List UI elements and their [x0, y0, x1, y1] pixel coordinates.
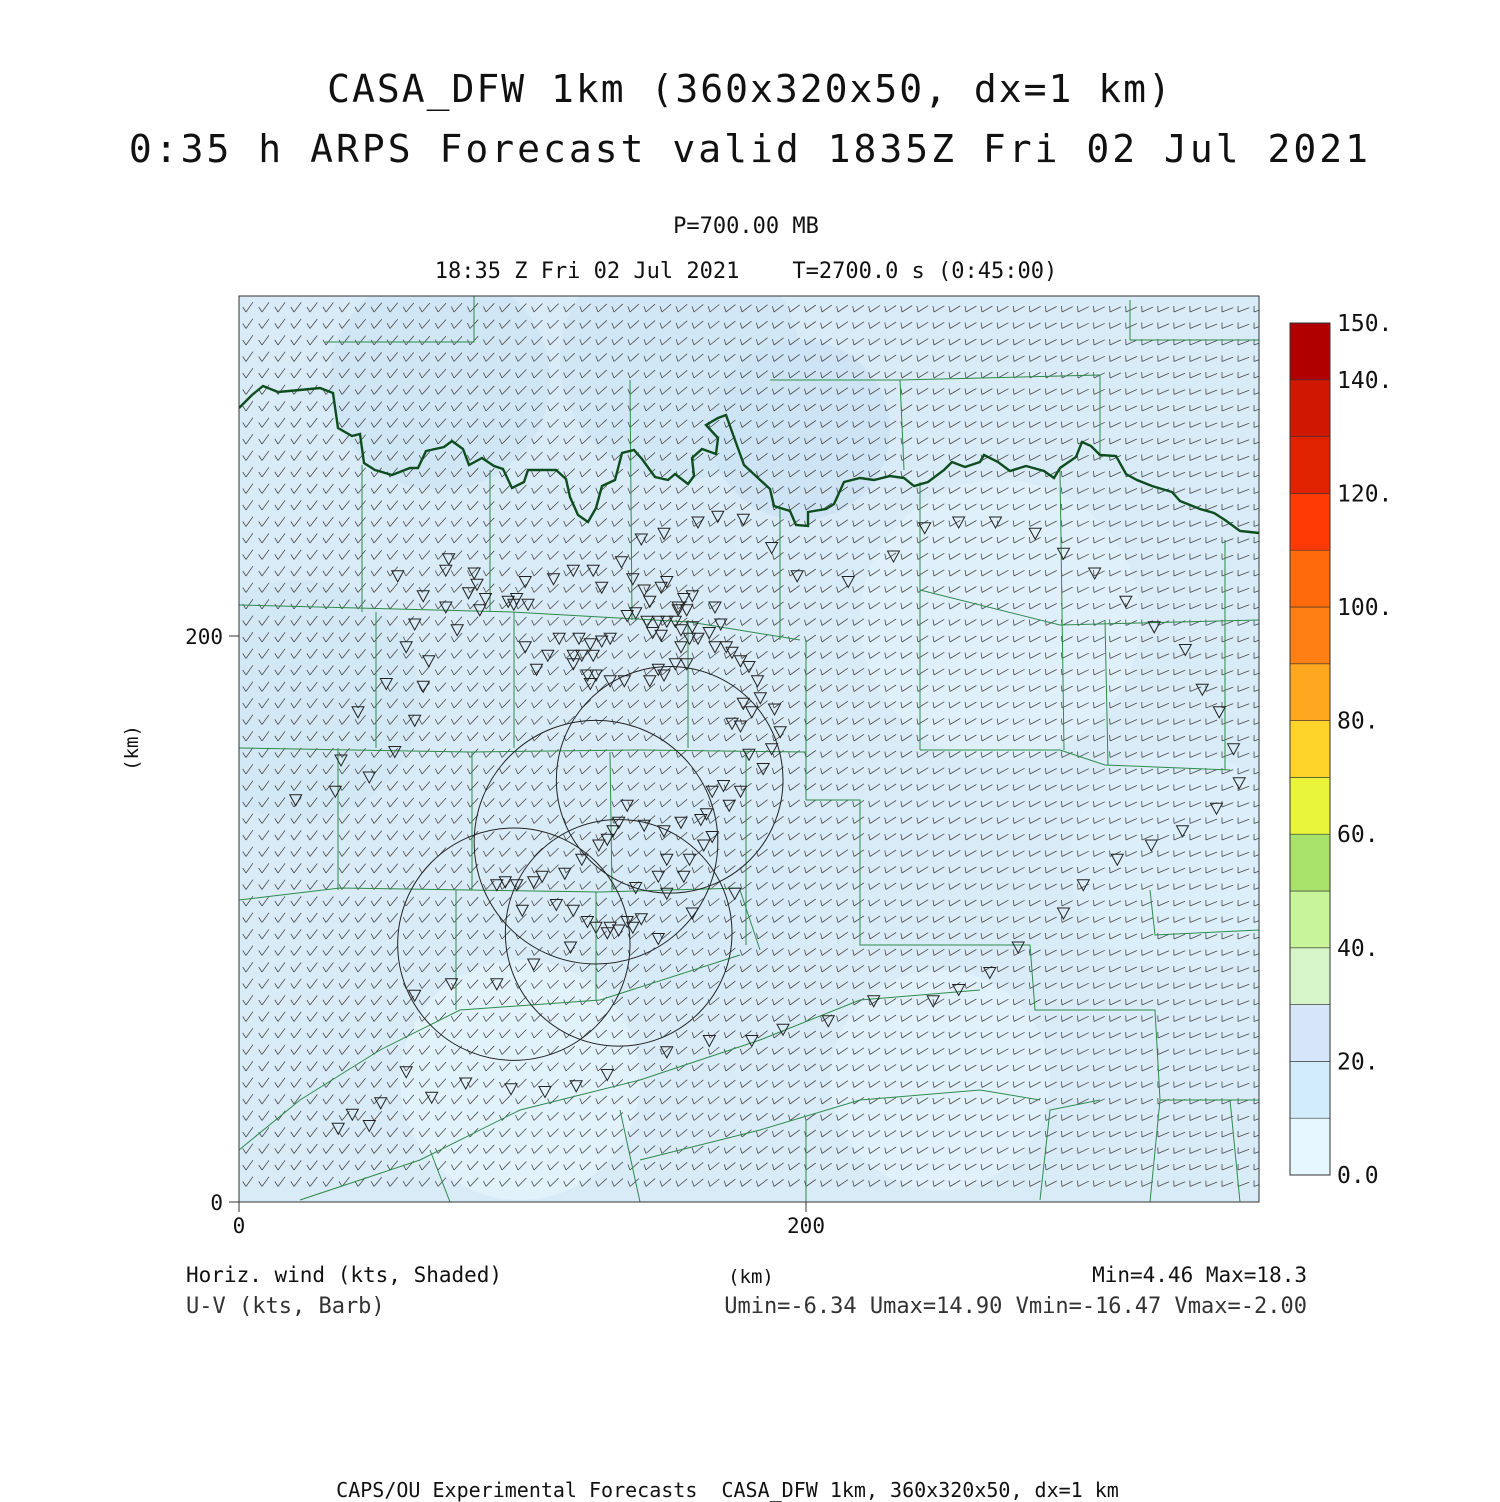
colorbar-cell-1 — [1290, 1061, 1330, 1118]
colorbar-label-5: 100. — [1337, 595, 1393, 621]
y-tick-0: 0 — [210, 1191, 223, 1215]
y-axis-label: (km) — [121, 725, 143, 771]
colorbar-cell-7 — [1290, 721, 1330, 778]
colorbar-labels — [1337, 311, 1392, 1189]
colorbar-label-7: 140. — [1337, 367, 1393, 394]
colorbar-label-3: 60. — [1337, 822, 1379, 849]
colorbar-cell-10 — [1290, 550, 1330, 607]
colorbar-label-8: 150. — [1337, 311, 1393, 337]
colorbar-cell-5 — [1290, 834, 1330, 891]
colorbar-cell-11 — [1290, 493, 1330, 550]
uv-range-label: Umin=-6.34 Umax=14.90 Vmin=-16.47 Vmax=-2.00 — [724, 1294, 1307, 1319]
y-tick-200: 200 — [185, 625, 223, 649]
colorbar-label-2: 40. — [1337, 935, 1379, 962]
footer-credit: CAPS/OU Experimental Forecasts CASA_DFW 1km, 360x320x50, dx=1 km — [336, 1478, 1119, 1502]
colorbar-cell-4 — [1290, 891, 1330, 948]
x-tick-0: 0 — [232, 1214, 246, 1238]
colorbar-cell-12 — [1290, 437, 1330, 494]
colorbar-cells — [1290, 323, 1330, 1175]
x-axis-label: (km) — [728, 1266, 774, 1288]
colorbar-cell-13 — [1290, 380, 1330, 437]
colorbar-label-6: 120. — [1337, 481, 1393, 508]
chart-subtitle: 0:35 h ARPS Forecast valid 1835Z Fri 02 Jul 2021 — [128, 127, 1372, 171]
pressure-level: P=700.00 MB — [673, 214, 819, 239]
colorbar-label-4: 80. — [1337, 708, 1379, 735]
valid-time: 18:35 Z Fri 02 Jul 2021 T=2700.0 s (0:45:00) — [434, 259, 1058, 284]
colorbar-cell-2 — [1290, 1005, 1330, 1062]
barb-field-label: U-V (kts, Barb) — [186, 1294, 385, 1319]
colorbar-cell-6 — [1290, 777, 1330, 834]
colorbar-cell-0 — [1290, 1118, 1330, 1175]
min-max-label: Min=4.46 Max=18.3 — [1092, 1263, 1307, 1287]
colorbar-cell-3 — [1290, 948, 1330, 1005]
shaded-field-label: Horiz. wind (kts, Shaded) — [186, 1263, 503, 1287]
colorbar-label-0: 0.0 — [1337, 1163, 1379, 1189]
chart-title: CASA_DFW 1km (360x320x50, dx=1 km) — [327, 67, 1173, 111]
x-tick-200: 200 — [787, 1214, 825, 1238]
colorbar-cell-14 — [1290, 323, 1330, 380]
colorbar-cell-8 — [1290, 664, 1330, 721]
colorbar-label-1: 20. — [1337, 1049, 1379, 1076]
colorbar-cell-9 — [1290, 607, 1330, 664]
